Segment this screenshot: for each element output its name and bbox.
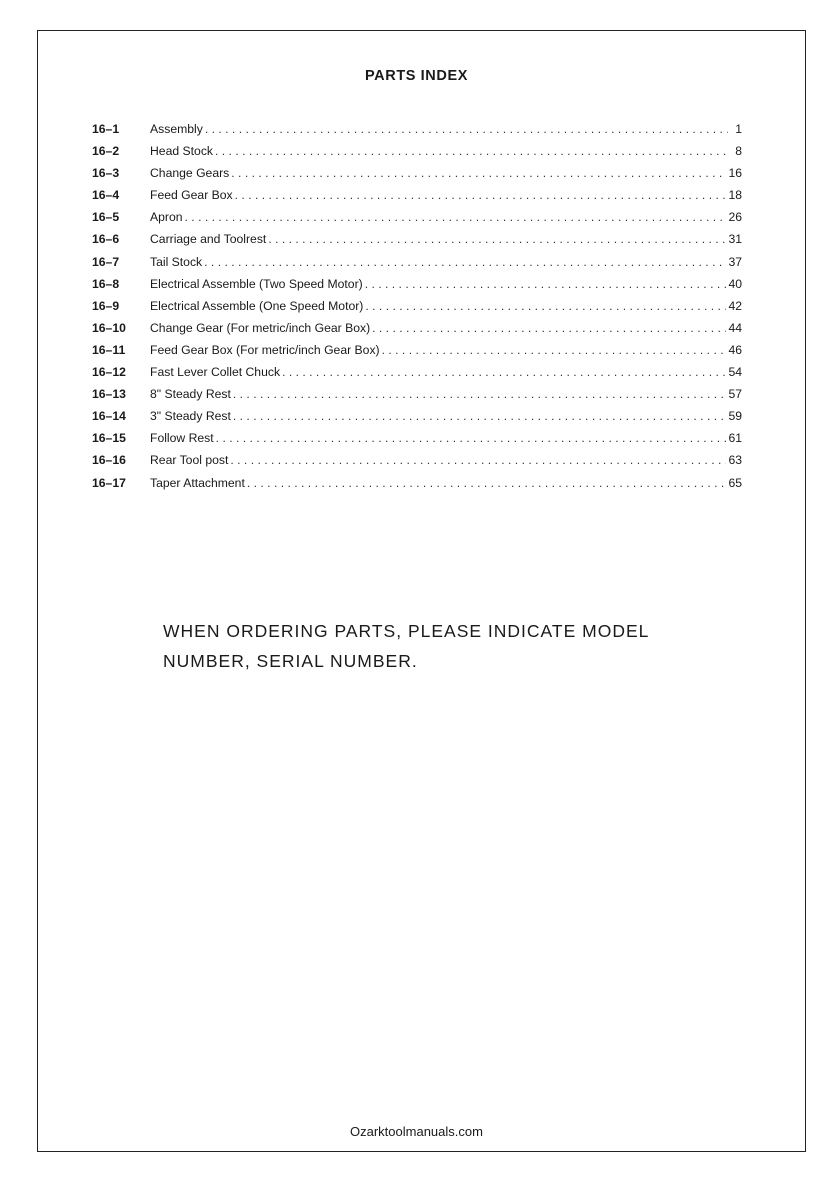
- index-label: Electrical Assemble (One Speed Motor): [150, 298, 364, 313]
- index-page: 46: [728, 342, 742, 357]
- index-page: 54: [728, 365, 742, 380]
- index-number: 16–12: [92, 365, 126, 380]
- index-row: [92, 472, 742, 494]
- index-page: 18: [728, 188, 742, 203]
- index-page: 42: [728, 298, 742, 313]
- index-label: Head Stock: [150, 144, 214, 159]
- index-label: Taper Attachment: [150, 475, 245, 490]
- index-label: Change Gear (For metric/inch Gear Box): [150, 320, 371, 335]
- index-page: 63: [728, 453, 742, 468]
- dot-leader: [231, 162, 726, 184]
- index-label: Tail Stock: [150, 254, 203, 269]
- index-row: [92, 449, 742, 471]
- index-row: [92, 427, 742, 449]
- dot-leader: [382, 339, 727, 361]
- index-page: 59: [728, 409, 742, 424]
- index-number: 16–2: [92, 144, 120, 159]
- index-page: 26: [728, 210, 742, 225]
- index-label: Feed Gear Box: [150, 188, 233, 203]
- notice-line: WHEN ORDERING PARTS, PLEASE INDICATE MODEL: [163, 621, 650, 641]
- index-number: 16–6: [92, 232, 120, 247]
- dot-leader: [230, 449, 726, 471]
- index-label: Apron: [150, 210, 183, 225]
- index-number: 16–13: [92, 387, 126, 402]
- index-number: 16–9: [92, 298, 120, 313]
- page-title: PARTS INDEX: [364, 68, 468, 84]
- index-number: 16–10: [92, 320, 126, 335]
- index-page: 57: [728, 387, 742, 402]
- index-number: 16–17: [92, 475, 126, 490]
- index-page: 31: [728, 232, 742, 247]
- index-row: [92, 405, 742, 427]
- index-label: Feed Gear Box (For metric/inch Gear Box): [150, 342, 380, 357]
- index-row: [92, 383, 742, 405]
- index-page: 1: [735, 122, 742, 136]
- dot-leader: [205, 118, 728, 140]
- dot-leader: [233, 383, 727, 405]
- dot-leader: [233, 405, 727, 427]
- footer-website: Ozarktoolmanuals.com: [350, 1124, 483, 1139]
- index-page: 37: [728, 254, 742, 269]
- notice-line: NUMBER, SERIAL NUMBER.: [163, 651, 418, 671]
- index-row: [92, 317, 742, 339]
- index-number: 16–3: [92, 166, 120, 181]
- dot-leader: [282, 361, 726, 383]
- dot-leader: [365, 295, 726, 317]
- index-page: 44: [728, 320, 742, 335]
- index-row: [92, 228, 742, 250]
- dot-leader: [372, 317, 726, 339]
- index-label: Rear Tool post: [150, 453, 229, 468]
- index-row: [92, 140, 742, 162]
- index-label: Assembly: [150, 122, 203, 136]
- dot-leader: [247, 472, 727, 494]
- ordering-notice: [163, 616, 763, 676]
- index-row: [92, 118, 742, 140]
- index-row: [92, 295, 742, 317]
- index-page: 16: [728, 166, 742, 181]
- index-label: 8" Steady Rest: [150, 387, 231, 402]
- index-page: 65: [728, 475, 742, 490]
- index-row: [92, 162, 742, 184]
- index-number: 16–11: [92, 342, 126, 357]
- index-label: Fast Lever Collet Chuck: [150, 365, 281, 380]
- index-page: 8: [735, 144, 742, 159]
- dot-leader: [268, 228, 726, 250]
- index-row: [92, 251, 742, 273]
- index-label: Follow Rest: [150, 431, 214, 446]
- index-number: 16–16: [92, 453, 126, 468]
- index-label: 3" Steady Rest: [150, 409, 231, 424]
- index-number: 16–14: [92, 409, 126, 424]
- index-page: 61: [728, 431, 742, 446]
- index-label: Carriage and Toolrest: [150, 232, 267, 247]
- index-number: 16–4: [92, 188, 120, 203]
- dot-leader: [215, 140, 728, 162]
- index-number: 16–5: [92, 210, 120, 225]
- dot-leader: [365, 273, 727, 295]
- dot-leader: [216, 427, 727, 449]
- index-number: 16–15: [92, 431, 126, 446]
- dot-leader: [235, 184, 727, 206]
- index-row: [92, 273, 742, 295]
- index-row: [92, 206, 742, 228]
- index-page: 40: [728, 276, 742, 291]
- index-row: [92, 361, 742, 383]
- index-number: 16–8: [92, 276, 120, 291]
- index-label: Change Gears: [150, 166, 230, 181]
- dot-leader: [185, 206, 727, 228]
- index-label: Electrical Assemble (Two Speed Motor): [150, 276, 363, 291]
- dot-leader: [204, 251, 726, 273]
- index-row: [92, 339, 742, 361]
- parts-index-list: [92, 118, 742, 494]
- index-row: [92, 184, 742, 206]
- index-number: 16–1: [92, 122, 120, 136]
- index-number: 16–7: [92, 254, 120, 269]
